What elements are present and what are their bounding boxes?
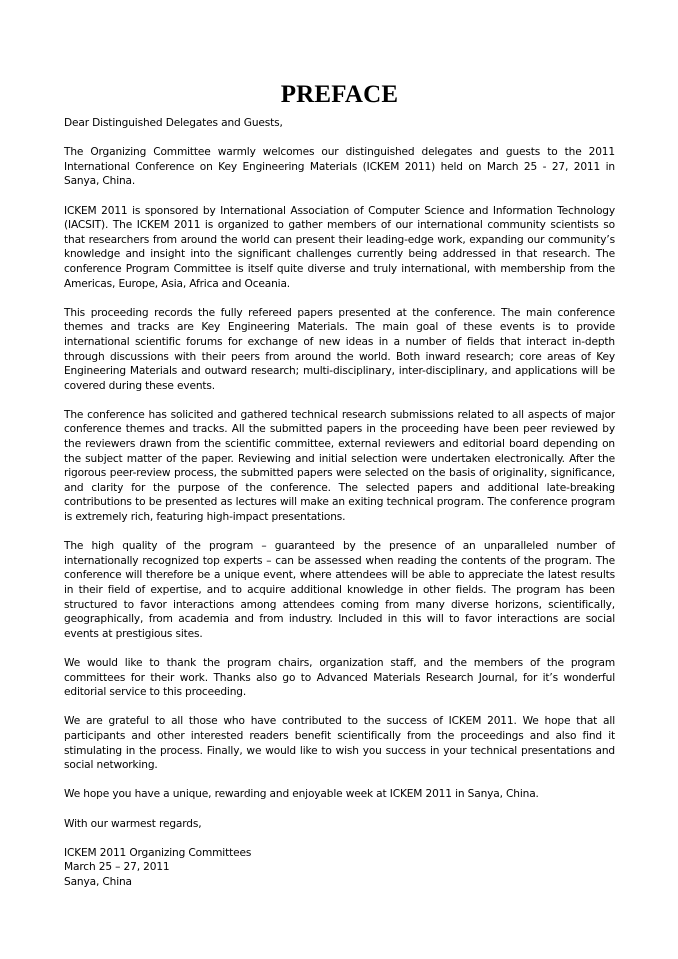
signature-dates: March 25 – 27, 2011	[64, 861, 170, 874]
signature-location: Sanya, China	[64, 875, 132, 888]
paragraph-welcome: The Organizing Committee warmly welcomes our distinguished delegates and guests to the 2011 International Conference on Key Engineering Materials (ICKEM 2011) held on March 25 - 27, 2011 in Sanya, China.	[64, 146, 615, 188]
paragraph-wishes: We hope you have a unique, rewarding and enjoyable week at ICKEM 2011 in Sanya, China.	[64, 788, 539, 801]
preface-page	[64, 80, 615, 889]
paragraph-review-process: The conference has solicited and gathered technical research submissions related to all aspects of major conference themes and tracks. All the submitted papers in the proceeding have been peer reviewed by the reviewers drawn from the scientific committee, external reviewers and editorial board depending on the subject matter of the paper. Reviewing and initial selection were undertaken electronically. After the rigorous peer-review process, the submitted papers were selected on the basis of originality, significance, and clarity for the purpose of the conference. The selected papers and additional late-breaking contributions to be presented as lectures will make an exiting technical program. The conference program is extremely rich, featuring high-impact presentations.	[64, 408, 615, 524]
paragraph-sponsorship: ICKEM 2011 is sponsored by International Association of Computer Science and Information Technology (IACSIT). The ICKEM 2011 is organized to gather members of our international community scientists so that researchers from around the world can present their leading-edge work, expanding our community’s knowledge and insight into the significant challenges currently being addressed in that research. The conference Program Committee is itself quite diverse and truly international, with membership from the Americas, Europe, Asia, Africa and Oceania.	[64, 204, 615, 290]
paragraph-program-quality: The high quality of the program – guaranteed by the presence of an unparalleled number of internationally recognized top experts – can be assessed when reading the contents of the program. The conference will therefore be a unique event, where attendees will be able to appreciate the latest results in their field of expertise, and to acquire additional knowledge in other fields. The program has been structured to favor interactions among attendees coming from many diverse horizons, scientifically, geographically, from academia and from industry. Included in this will to favor interactions are social events at prestigious sites.	[64, 540, 615, 640]
signature-block	[64, 846, 615, 890]
closing: With our warmest regards,	[64, 817, 202, 830]
signature-organization: ICKEM 2011 Organizing Committees	[64, 846, 252, 859]
paragraph-proceeding: This proceeding records the fully refereed papers presented at the conference. The main conference themes and tracks are Key Engineering Materials. The main goal of these events is to provide international scientific forums for exchange of new ideas in a number of fields that interact in-depth through discussions with their peers from around the world. Both inward research; core areas of Key Engineering Materials and outward research; multi-disciplinary, inter-disciplinary, and applications will be covered during these events.	[64, 306, 615, 392]
page-title: PREFACE	[280, 81, 399, 108]
salutation: Dear Distinguished Delegates and Guests,	[64, 117, 283, 129]
paragraph-gratitude: We are grateful to all those who have contributed to the success of ICKEM 2011. We hope that all participants and other interested readers benefit scientifically from the proceedings and also find it stimulating in the process. Finally, we would like to wish you success in your technical presentations and social networking.	[64, 715, 615, 772]
paragraph-acknowledgements: We would like to thank the program chairs, organization staff, and the members of the program committees for their work. Thanks also go to Advanced Materials Research Journal, for it’s wonderful editorial service to this proceeding.	[64, 656, 615, 699]
